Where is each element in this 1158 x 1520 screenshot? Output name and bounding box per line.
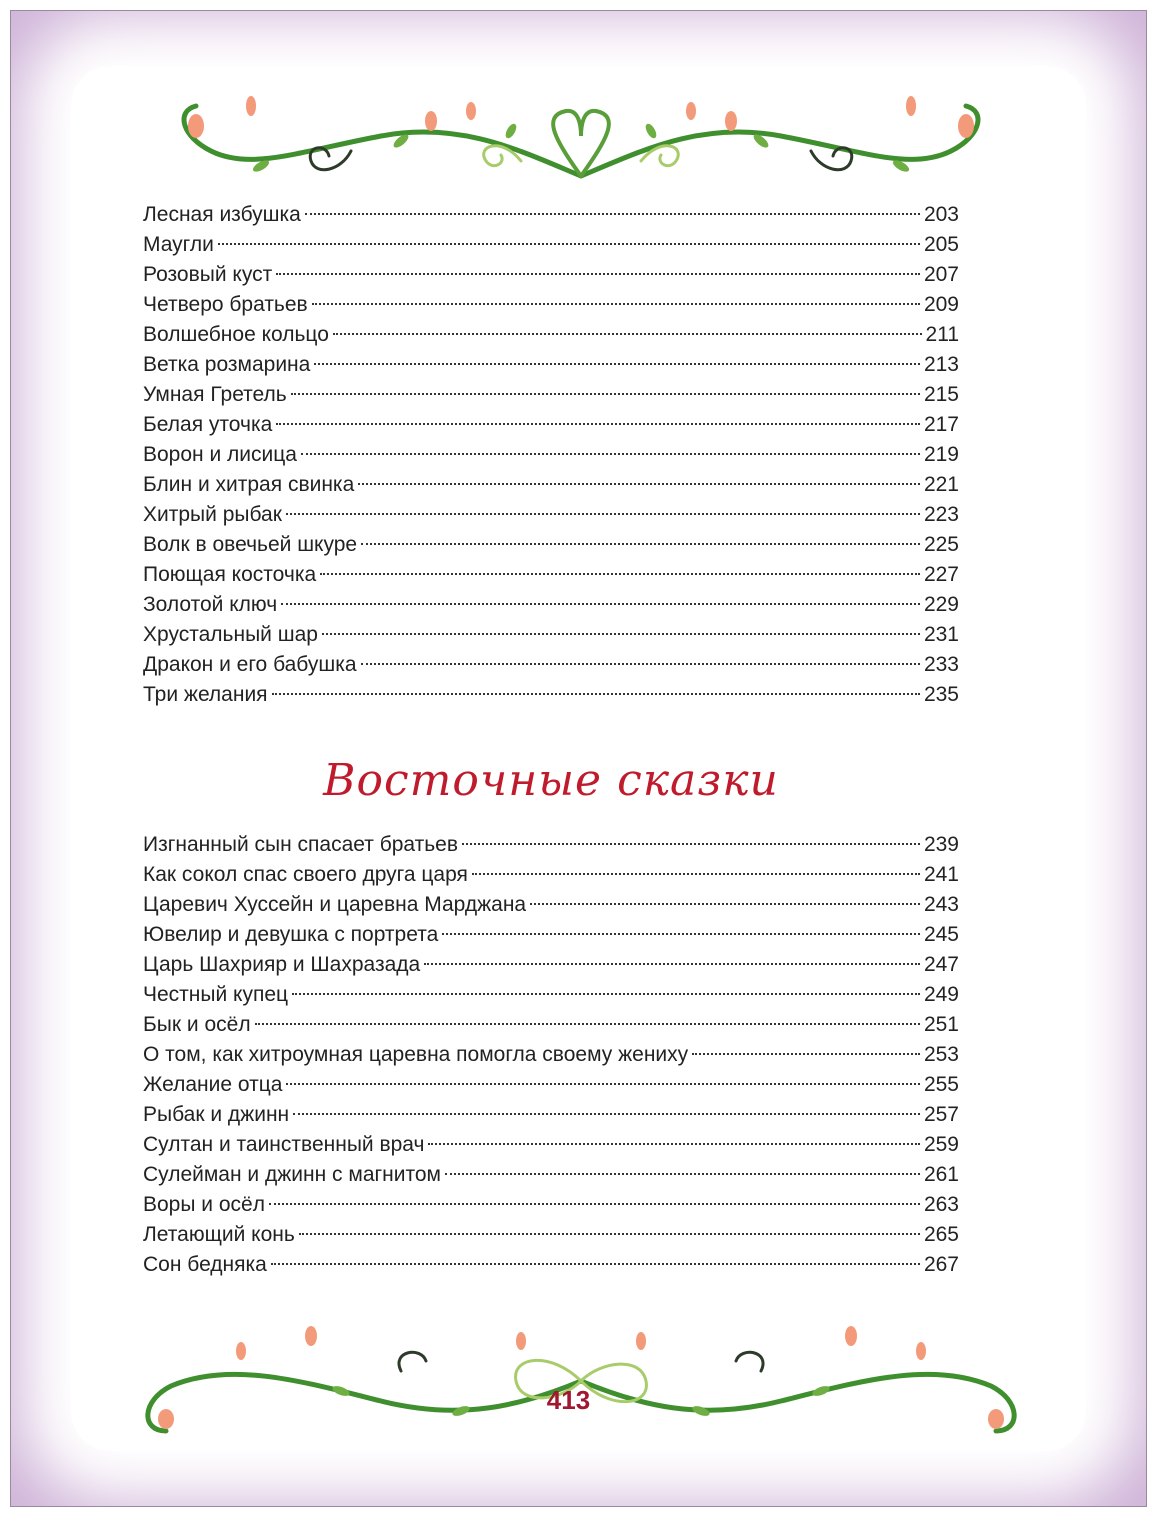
toc-entry[interactable] [143, 530, 959, 560]
toc-dot-leader [358, 483, 920, 485]
toc-dot-leader [312, 303, 920, 305]
toc-entry-page: 243 [923, 893, 959, 916]
toc-entry-title: Лесная избушка [143, 203, 301, 226]
toc-entry-title: Три желания [143, 683, 268, 706]
toc-entry[interactable] [143, 410, 959, 440]
toc-dot-leader [692, 1053, 920, 1055]
toc-entry[interactable] [143, 950, 959, 980]
toc-dot-leader [269, 1203, 920, 1205]
toc-entry[interactable] [143, 1010, 959, 1040]
toc-entry-page: 217 [923, 413, 959, 436]
toc-entry[interactable] [143, 260, 959, 290]
toc-entry-title: Султан и таинственный врач [143, 1133, 425, 1156]
toc-entry[interactable] [143, 560, 959, 590]
toc-entry-title: О том, как хитроумная царевна помогла своему жениху [143, 1043, 689, 1066]
toc-dot-leader [286, 513, 920, 515]
bud [916, 1342, 926, 1360]
toc-entry-page: 207 [923, 263, 959, 286]
toc-dot-leader [361, 543, 920, 545]
toc-entry-title: Хрустальный шар [143, 623, 318, 646]
bud [236, 1342, 246, 1360]
toc-entry-page: 209 [923, 293, 959, 316]
toc-entry-page: 233 [923, 653, 959, 676]
toc-entry[interactable] [143, 590, 959, 620]
toc-entry[interactable] [143, 380, 959, 410]
toc-dot-leader [293, 1113, 920, 1115]
toc-entry-title: Бык и осёл [143, 1013, 251, 1036]
toc-entry-page: 263 [923, 1193, 959, 1216]
toc-entry[interactable] [143, 1100, 959, 1130]
bud [636, 1332, 646, 1350]
toc-dot-leader [281, 603, 920, 605]
toc-entry-title: Хитрый рыбак [143, 503, 282, 526]
toc-entry-title: Умная Гретель [143, 383, 287, 406]
toc-entry-page: 231 [923, 623, 959, 646]
toc-dot-leader [305, 213, 920, 215]
toc-entry[interactable] [143, 890, 959, 920]
toc-entry[interactable] [143, 230, 959, 260]
toc-entry-page: 261 [923, 1163, 959, 1186]
toc-entry-title: Поющая косточка [143, 563, 317, 586]
toc-entry-title: Волк в овечьей шкуре [143, 533, 358, 556]
page-number: 413 [546, 1385, 591, 1415]
toc-entry[interactable] [143, 350, 959, 380]
toc-entry[interactable] [143, 680, 959, 710]
toc-entry-page: 265 [923, 1223, 959, 1246]
toc-entry[interactable] [143, 440, 959, 470]
toc-entry-page: 221 [923, 473, 959, 496]
toc-entry-page: 205 [923, 233, 959, 256]
toc-dot-leader [428, 1143, 919, 1145]
toc-dot-leader [472, 873, 920, 875]
toc-entry-title: Желание отца [143, 1073, 283, 1096]
toc-entry-page: 241 [923, 863, 959, 886]
toc-entry-page: 227 [923, 563, 959, 586]
bud [958, 114, 974, 138]
vine-curl-left [399, 1352, 426, 1371]
toc-entry-page: 247 [923, 953, 959, 976]
toc-dot-leader [442, 933, 920, 935]
bud [246, 96, 256, 116]
leaf [504, 122, 519, 140]
toc-entry-title: Маугли [143, 233, 214, 256]
toc-dot-leader [272, 693, 920, 695]
bud [516, 1332, 526, 1350]
bud [845, 1326, 857, 1346]
bud [725, 111, 737, 131]
toc-dot-leader [320, 573, 920, 575]
toc-entry-title: Ювелир и девушка с портрета [143, 923, 439, 946]
bud [425, 111, 437, 131]
toc-entry-title: Блин и хитрая свинка [143, 473, 355, 496]
vine-curl-right [736, 1352, 763, 1371]
toc-dot-leader [361, 663, 920, 665]
toc-entry[interactable] [143, 1130, 959, 1160]
toc-entry[interactable] [143, 290, 959, 320]
bud [906, 96, 916, 116]
leaf [644, 122, 659, 140]
toc-list-part-1 [143, 200, 959, 710]
toc-entry[interactable] [143, 1190, 959, 1220]
toc-entry-title: Честный купец [143, 983, 289, 1006]
toc-entry-title: Воры и осёл [143, 1193, 265, 1216]
toc-dot-leader [276, 423, 920, 425]
toc-entry[interactable] [143, 1220, 959, 1250]
toc-entry-page: 219 [923, 443, 959, 466]
toc-entry-page: 249 [923, 983, 959, 1006]
toc-entry[interactable] [143, 980, 959, 1010]
toc-entry-title: Летающий конь [143, 1223, 295, 1246]
toc-dot-leader [218, 243, 920, 245]
toc-entry[interactable] [143, 1160, 959, 1190]
toc-entry[interactable] [143, 500, 959, 530]
toc-entry-page: 259 [923, 1133, 959, 1156]
toc-entry-title: Царевич Хуссейн и царевна Марджана [143, 893, 527, 916]
toc-entry[interactable] [143, 200, 959, 230]
toc-dot-leader [322, 633, 920, 635]
toc-entry-page: 245 [923, 923, 959, 946]
toc-entry-page: 225 [923, 533, 959, 556]
toc-entry-title: Изгнанный сын спасает братьев [143, 833, 459, 856]
toc-entry-title: Ворон и лисица [143, 443, 297, 466]
toc-entry-page: 229 [923, 593, 959, 616]
bud [305, 1326, 317, 1346]
toc-dot-leader [292, 993, 920, 995]
toc-dot-leader [333, 333, 922, 335]
toc-entry-page: 223 [923, 503, 959, 526]
bud [686, 102, 696, 120]
toc-entry-title: Как сокол спас своего друга царя [143, 863, 468, 886]
section-heading: Восточные сказки [323, 755, 779, 806]
toc-entry[interactable] [143, 860, 959, 890]
toc-entry[interactable] [143, 1040, 959, 1070]
toc-entry[interactable] [143, 620, 959, 650]
toc-entry-page: 235 [923, 683, 959, 706]
toc-entry-title: Розовый куст [143, 263, 273, 286]
toc-dot-leader [276, 273, 920, 275]
toc-entry-title: Рыбак и джинн [143, 1103, 290, 1126]
toc-dot-leader [271, 1263, 920, 1265]
toc-entry-page: 257 [923, 1103, 959, 1126]
toc-entry[interactable] [143, 650, 959, 680]
toc-entry-title: Волшебное кольцо [143, 323, 329, 346]
bud [466, 102, 476, 120]
toc-entry[interactable] [143, 1250, 959, 1280]
toc-dot-leader [445, 1173, 920, 1175]
toc-dot-leader [286, 1083, 920, 1085]
toc-dot-leader [462, 843, 920, 845]
toc-entry-title: Золотой ключ [143, 593, 278, 616]
toc-dot-leader [424, 963, 920, 965]
toc-entry[interactable] [143, 320, 959, 350]
toc-entry-page: 239 [923, 833, 959, 856]
toc-dot-leader [299, 1233, 920, 1235]
toc-entry[interactable] [143, 920, 959, 950]
bud [188, 114, 204, 138]
toc-entry-page: 251 [923, 1013, 959, 1036]
toc-dot-leader [255, 1023, 920, 1025]
bottom-vine-ornament [101, 1311, 1061, 1451]
toc-list-part-2 [143, 830, 959, 1280]
toc-dot-leader [530, 903, 920, 905]
toc-entry-title: Четверо братьев [143, 293, 308, 316]
toc-entry-title: Белая уточка [143, 413, 273, 436]
toc-entry-title: Царь Шахрияр и Шахразада [143, 953, 421, 976]
toc-entry-page: 267 [923, 1253, 959, 1276]
toc-entry-title: Сулейман и джинн с магнитом [143, 1163, 441, 1186]
toc-dot-leader [314, 363, 920, 365]
toc-dot-leader [301, 453, 920, 455]
toc-entry-page: 253 [923, 1043, 959, 1066]
toc-dot-leader [291, 393, 920, 395]
toc-entry-page: 213 [923, 353, 959, 376]
vine-left [184, 106, 581, 176]
toc-entry[interactable] [143, 830, 959, 860]
toc-entry[interactable] [143, 1070, 959, 1100]
toc-entry-title: Ветка розмарина [143, 353, 311, 376]
vine-right [581, 106, 978, 176]
toc-entry-page: 203 [923, 203, 959, 226]
toc-entry-page: 255 [923, 1073, 959, 1096]
toc-entry-page: 211 [925, 323, 959, 346]
toc-entry-title: Сон бедняка [143, 1253, 267, 1276]
toc-entry-title: Дракон и его бабушка [143, 653, 357, 676]
toc-entry-page: 215 [923, 383, 959, 406]
toc-entry[interactable] [143, 470, 959, 500]
